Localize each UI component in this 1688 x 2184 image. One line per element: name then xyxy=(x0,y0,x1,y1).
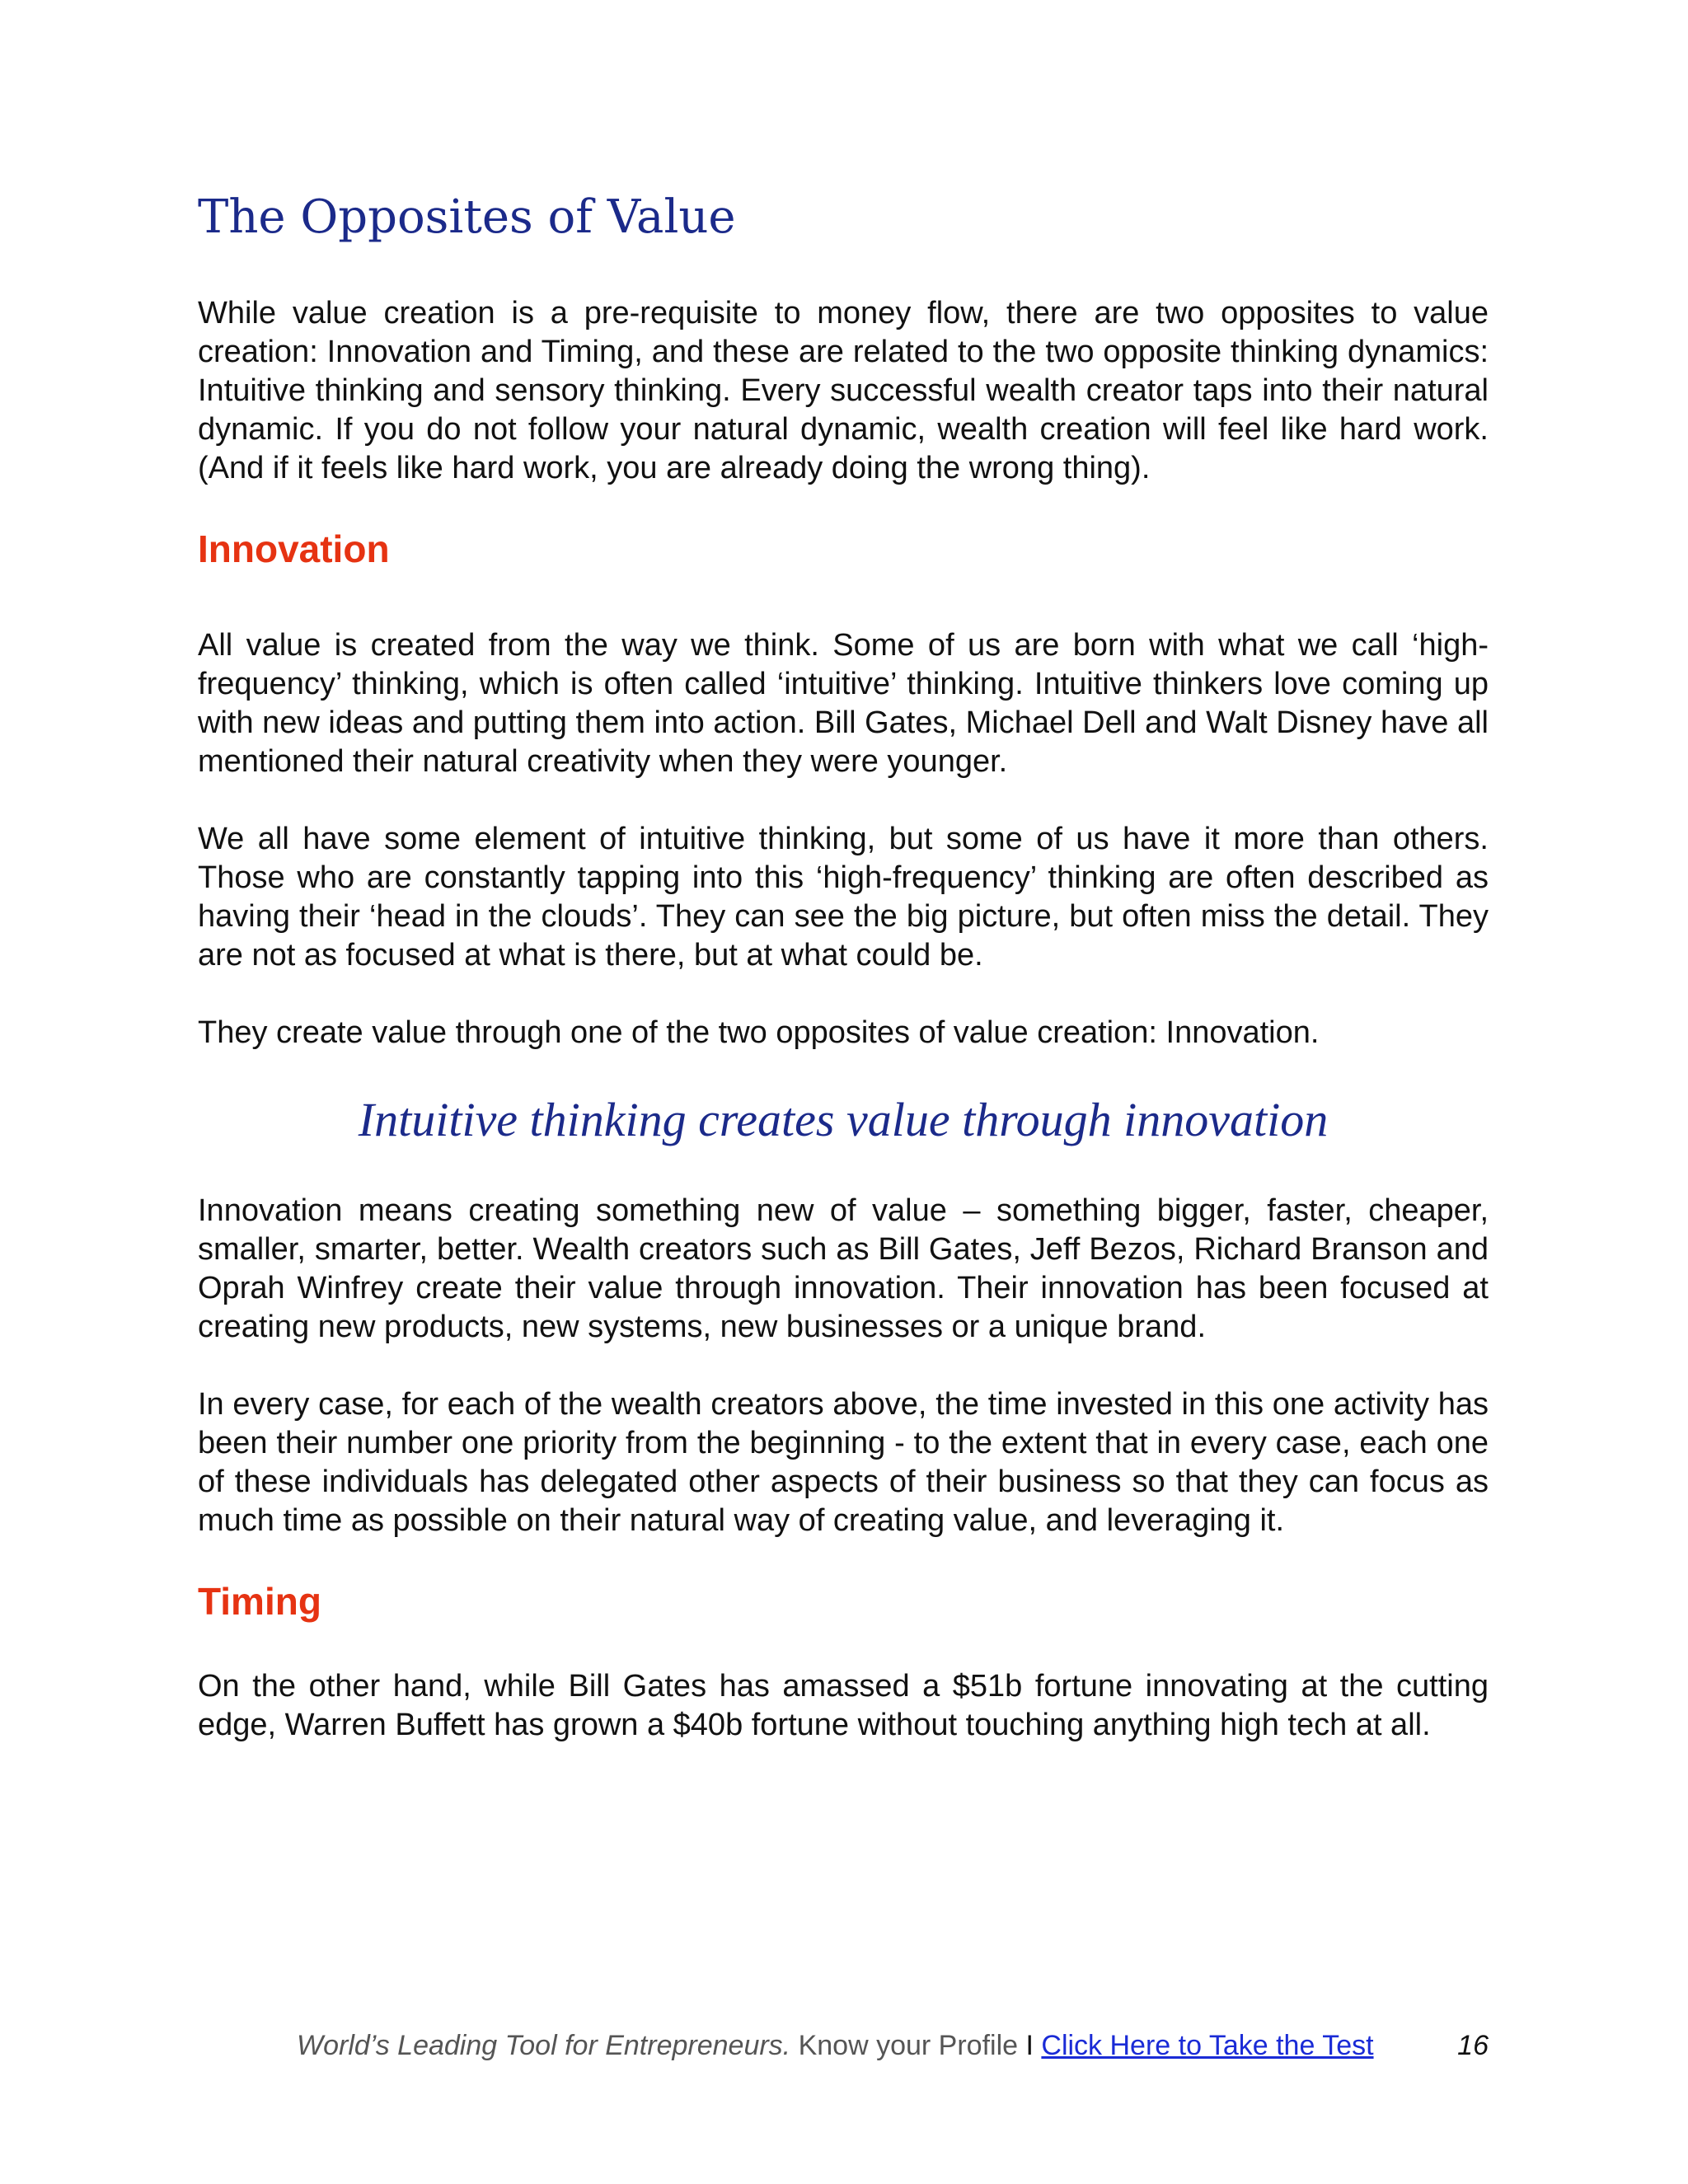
innovation-paragraph-2: We all have some element of intuitive thinking, but some of us have it more than others. Those who are constantly tapping into this ‘high-frequency’ thinking are often described as having their ‘head in the clouds’. They can see the big picture, but often miss the detail. They are not as focused at what is there, but at what could be. xyxy=(198,822,1489,973)
timing-paragraph-1: On the other hand, while Bill Gates has amassed a $51b fortune innovating at the cutting edge, Warren Buffett has grown a $40b fortune without touching anything high tech at all. xyxy=(198,1669,1489,1743)
intro-paragraph: While value creation is a pre-requisite to money flow, there are two opposites to value creation: Innovation and Timing, and these are related to the two opposite thinking dynamics: Intuitive thinking and sensory thinking. Every successful wealth creator taps into their natural dynamic. If you do not follow your natural dynamic, wealth creation will feel like hard work. (And if it feels like hard work, you are already doing the wrong thing). xyxy=(198,296,1489,486)
page-title: The Opposites of Value xyxy=(198,190,736,244)
innovation-paragraph-4: Innovation means creating something new of value – something bigger, faster, cheaper, smaller, smarter, better. Wealth creators such as Bill Gates, Jeff Bezos, Richard Branson and Oprah Winfrey create their value through innovation. Their innovation has been focused at creating new products, new systems, new businesses or a unique brand. xyxy=(198,1193,1489,1344)
section-heading-innovation: Innovation xyxy=(198,527,390,571)
page-content xyxy=(198,190,1489,1783)
innovation-paragraph-1: All value is created from the way we think. Some of us are born with what we call ‘high-frequency’ thinking, which is often called ‘intuitive’ thinking. Intuitive thinkers love coming up with new ideas and putting them into action. Bill Gates, Michael Dell and Walt Disney have all mentioned their natural creativity when they were younger. xyxy=(198,628,1489,780)
footer-tagline: World’s Leading Tool for Entrepreneurs. xyxy=(297,2030,791,2061)
innovation-paragraph-3: They create value through one of the two opposites of value creation: Innovation. xyxy=(198,1015,1320,1051)
innovation-paragraph-5: In every case, for each of the wealth creators above, the time invested in this one activity has been their number one priority from the beginning - to the extent that in every case, each one of these individuals has delegated other aspects of their business so that they can focus as much time as possible on their natural way of creating value, and leveraging it. xyxy=(198,1386,1489,1538)
footer-separator: I xyxy=(1025,2030,1034,2061)
footer-profile-text: Know your Profile xyxy=(790,2030,1026,2061)
pull-quote: Intuitive thinking creates value through innovation xyxy=(358,1093,1329,1147)
page-number: 16 xyxy=(1457,2030,1489,2061)
section-heading-timing: Timing xyxy=(198,1579,321,1623)
footer-text xyxy=(297,2029,1374,2062)
take-test-link[interactable]: Click Here to Take the Test xyxy=(1041,2030,1374,2061)
